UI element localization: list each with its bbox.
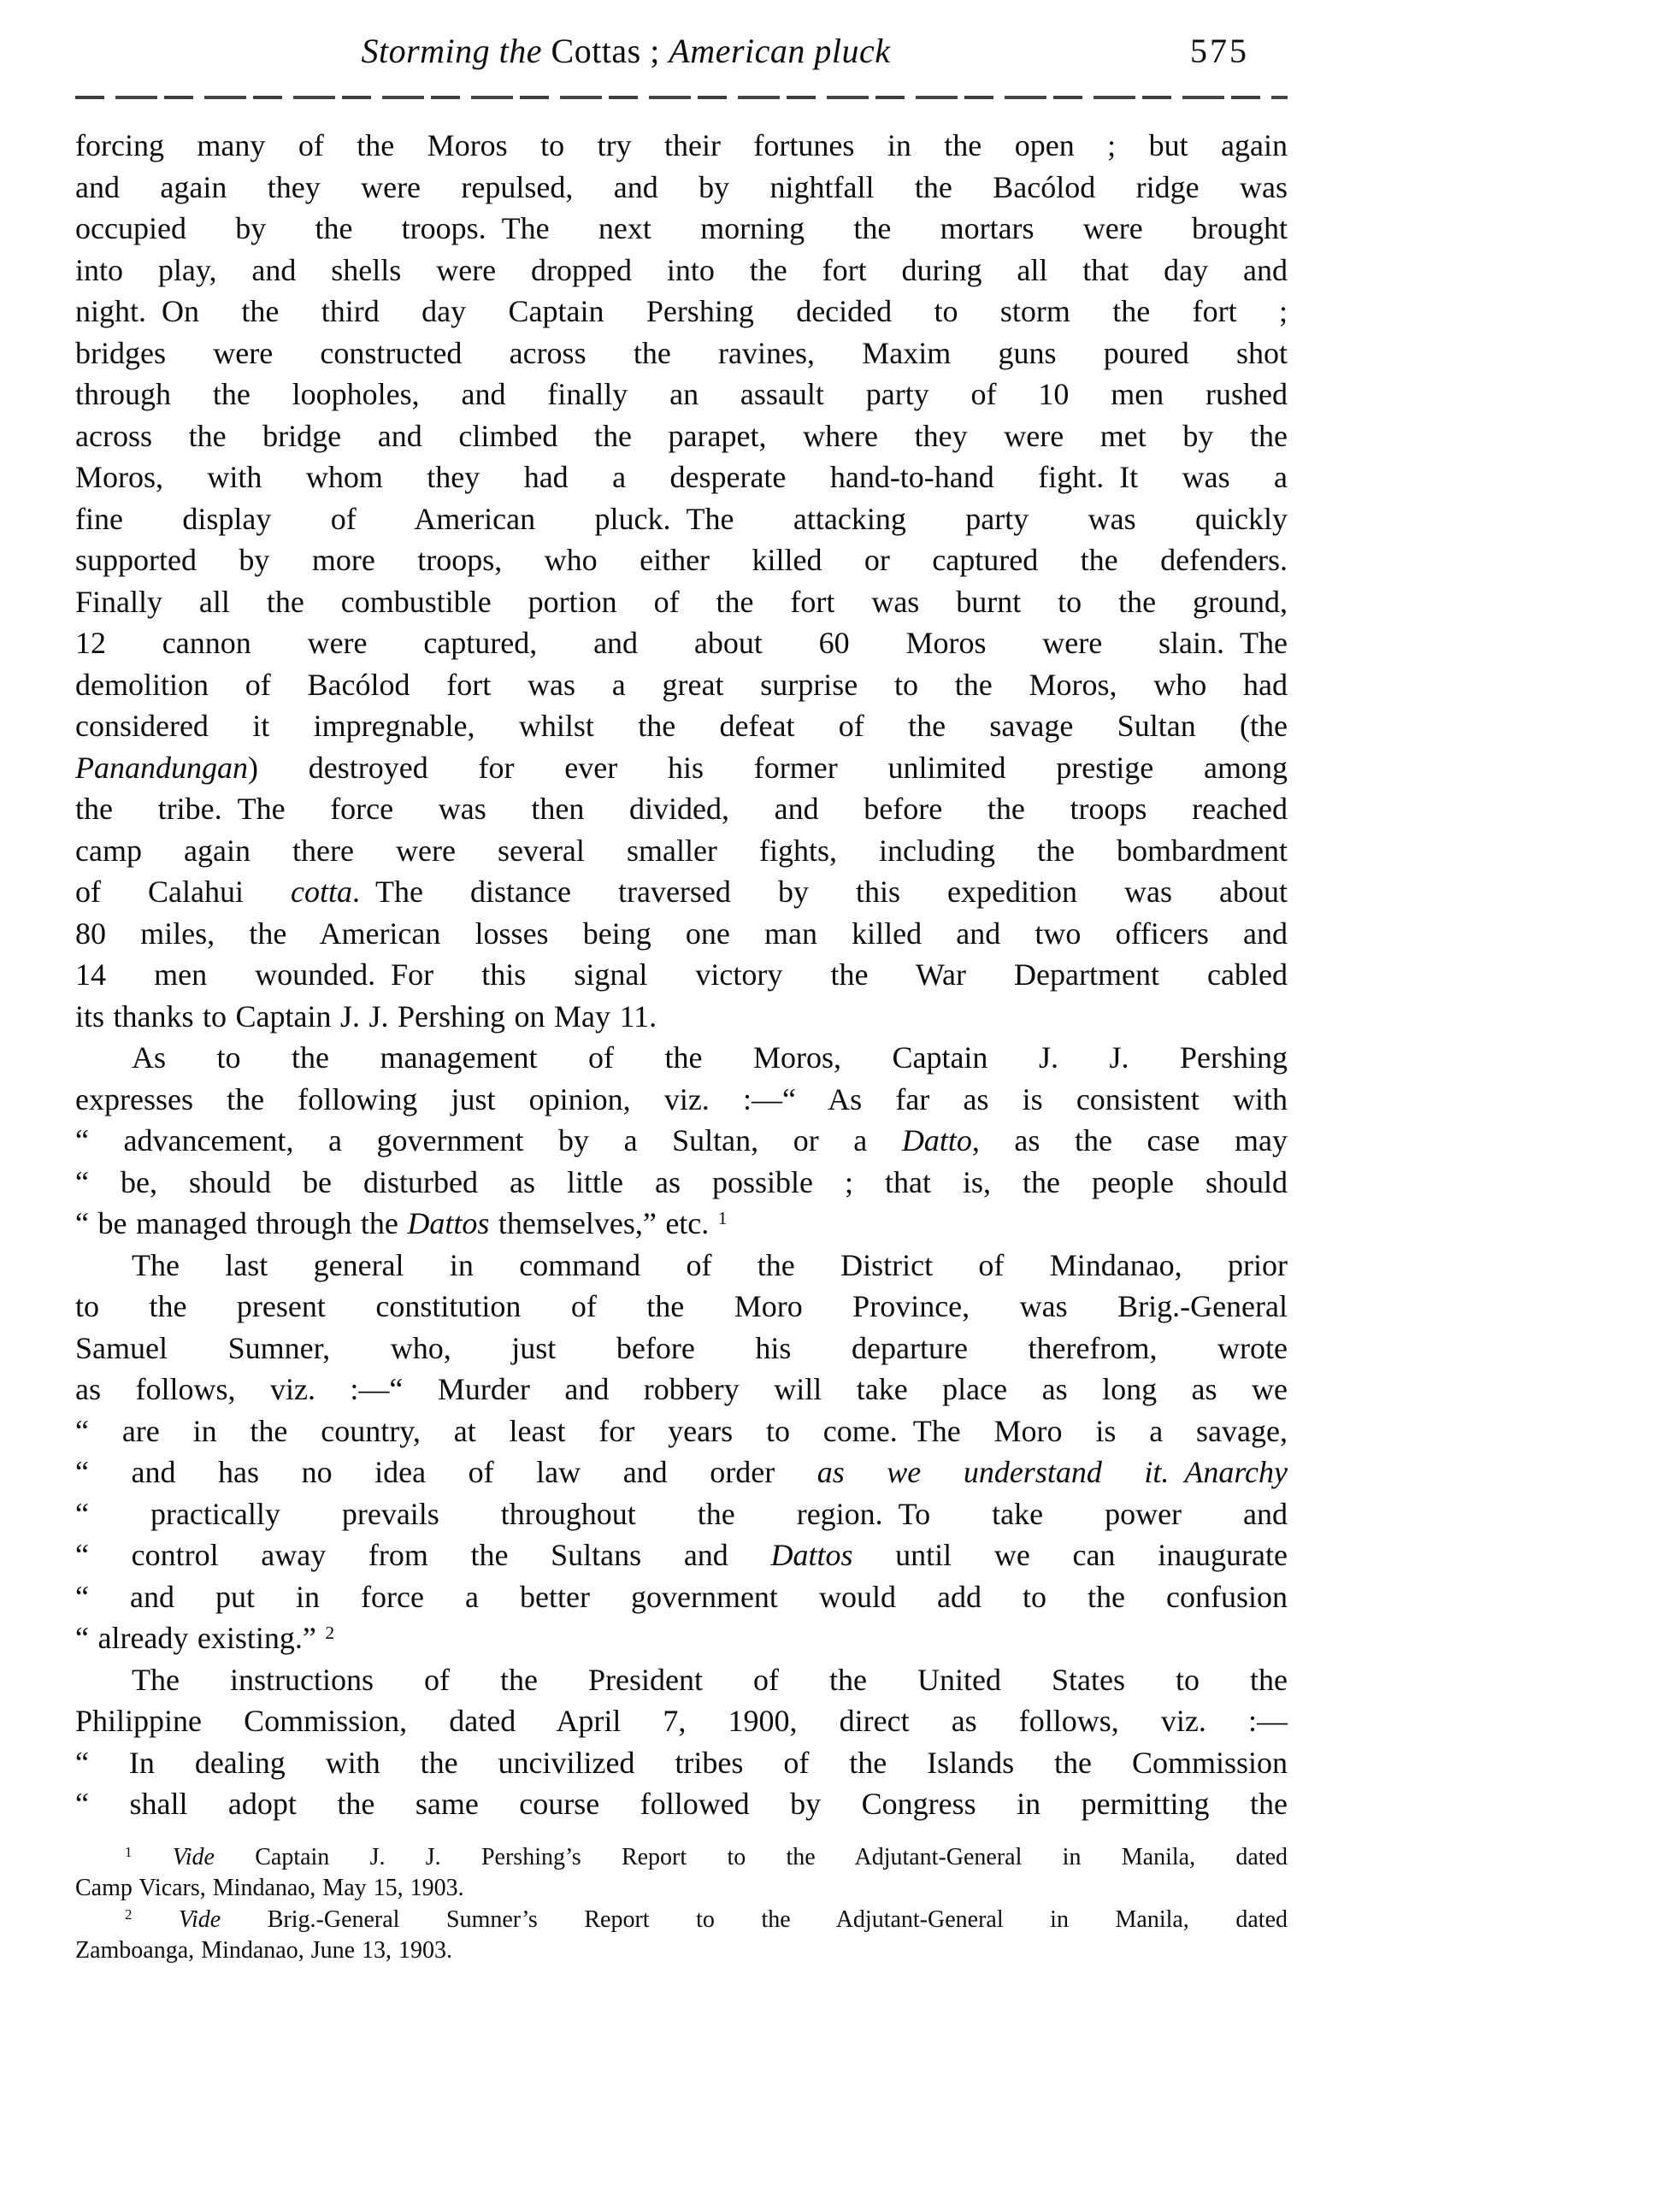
text-line: $^1$ Vide Captain J. J. Pershing’s Report to the Adjutant-General in Manila, dated	[125, 1843, 1288, 1870]
text-line: “ be, should be disturbed as little as possible ; that is, the people should	[75, 1164, 1288, 1199]
text-line: The instructions of the President of the United States to the	[132, 1662, 1288, 1697]
text-line: as follows, viz. :—“ Murder and robbery will take place as long as we	[75, 1372, 1288, 1406]
text-line: considered it impregnable, whilst the defeat of the savage Sultan (the	[75, 709, 1288, 743]
text-line: to the present constitution of the Moro Province, was Brig.-General	[75, 1289, 1288, 1323]
running-header	[75, 29, 1288, 74]
text-line: Moros, with whom they had a desperate hand-to-hand fight. It was a	[75, 460, 1288, 494]
footnote	[75, 1905, 1288, 1967]
text-line: and again they were repulsed, and by nightfall the Bacólod ridge was	[75, 169, 1288, 204]
text-line: “ control away from the Sultans and Dattos until we can inaugurate	[75, 1538, 1288, 1572]
header-title-roman: Cottas	[542, 32, 641, 70]
text-line: into play, and shells were dropped into the fort during all that day and	[75, 252, 1288, 287]
text-line: of Calahui cotta. The distance traversed by this expedition was about	[75, 875, 1288, 909]
text-line: 12 cannon were captured, and about 60 Moros were slain. The	[75, 626, 1288, 660]
text-line: night. On the third day Captain Pershing decided to storm the fort ;	[75, 294, 1288, 328]
text-line: Panandungan) destroyed for ever his former unlimited prestige among	[75, 750, 1288, 785]
footnote-reference: 1	[125, 1844, 133, 1861]
footnote	[75, 1842, 1288, 1905]
text-line: $^2$ Vide Brig.-General Sumner’s Report to the Adjutant-General in Manila, dated	[125, 1905, 1288, 1933]
text-line: “ and put in force a better government would add to the confusion	[75, 1579, 1288, 1614]
text-line: “ advancement, a government by a Sultan, or a Datto, as the case may	[75, 1123, 1288, 1157]
text-line: supported by more troops, who either killed or captured the defenders.	[75, 543, 1288, 577]
footnotes	[75, 1842, 1288, 1967]
text-line: through the loopholes, and finally an assault party of 10 men rushed	[75, 377, 1288, 411]
text-block	[75, 29, 1288, 1967]
footnote-reference: 2	[125, 1906, 133, 1923]
header-title-separator: ;	[640, 32, 669, 70]
body-text	[75, 125, 1288, 1825]
text-line: Zamboanga, Mindanao, June 13, 1903.	[75, 1937, 453, 1964]
text-line: “ be managed through the Dattos themselves,” etc. $^1$	[75, 1206, 728, 1240]
text-line: expresses the following just opinion, viz. :—“ As far as is consistent with	[75, 1081, 1288, 1116]
paragraph	[75, 1659, 1288, 1825]
header-title-italic-left: Storming the	[361, 32, 543, 70]
text-line: “ In dealing with the uncivilized tribes of the Islands the Commission	[75, 1745, 1288, 1780]
paragraph	[75, 1037, 1288, 1245]
paragraph	[75, 1245, 1288, 1659]
text-line: The last general in command of the District of Mindanao, prior	[132, 1247, 1288, 1282]
text-line: the tribe. The force was then divided, and before the troops reached	[75, 792, 1288, 826]
paragraph	[75, 125, 1288, 1037]
footnote-reference: 2	[325, 1623, 335, 1644]
text-line: “ already existing.” $^2$	[75, 1621, 335, 1655]
footnote-reference: 1	[717, 1208, 728, 1229]
text-line: “ practically prevails throughout the region. To take power and	[75, 1496, 1288, 1531]
header-title-italic-right: American pluck	[669, 32, 891, 70]
text-line: across the bridge and climbed the parapet, where they were met by the	[75, 418, 1288, 453]
text-line: its thanks to Captain J. J. Pershing on May 11.	[75, 998, 657, 1034]
text-line: demolition of Bacólod fort was a great surprise to the Moros, who had	[75, 667, 1288, 702]
text-line: fine display of American pluck. The attacking party was quickly	[75, 501, 1288, 536]
text-line: forcing many of the Moros to try their fortunes in the open ; but again	[75, 128, 1288, 162]
text-line: “ shall adopt the same course followed by Congress in permitting the	[75, 1787, 1288, 1821]
text-line: As to the management of the Moros, Captain J. J. Pershing	[132, 1040, 1288, 1075]
text-line: “ are in the country, at least for years to come. The Moro is a savage,	[75, 1413, 1288, 1448]
text-line: 14 men wounded. For this signal victory the War Department cabled	[75, 957, 1288, 992]
text-line: bridges were constructed across the ravines, Maxim guns poured shot	[75, 335, 1288, 370]
text-line: camp again there were several smaller fights, including the bombardment	[75, 833, 1288, 868]
text-line: Philippine Commission, dated April 7, 1900, direct as follows, viz. :—	[75, 1704, 1288, 1738]
page-number: 575	[1190, 32, 1249, 70]
text-line: 80 miles, the American losses being one man killed and two officers and	[75, 916, 1288, 951]
text-line: “ and has no idea of law and order as we understand it. Anarchy	[75, 1455, 1288, 1489]
text-line: occupied by the troops. The next morning the mortars were brought	[75, 211, 1288, 245]
header-rule	[75, 96, 1288, 99]
text-line: Samuel Sumner, who, just before his departure therefrom, wrote	[75, 1330, 1288, 1365]
text-line: Camp Vicars, Mindanao, May 15, 1903.	[75, 1875, 464, 1901]
text-line: Finally all the combustible portion of the fort was burnt to the ground,	[75, 584, 1288, 619]
